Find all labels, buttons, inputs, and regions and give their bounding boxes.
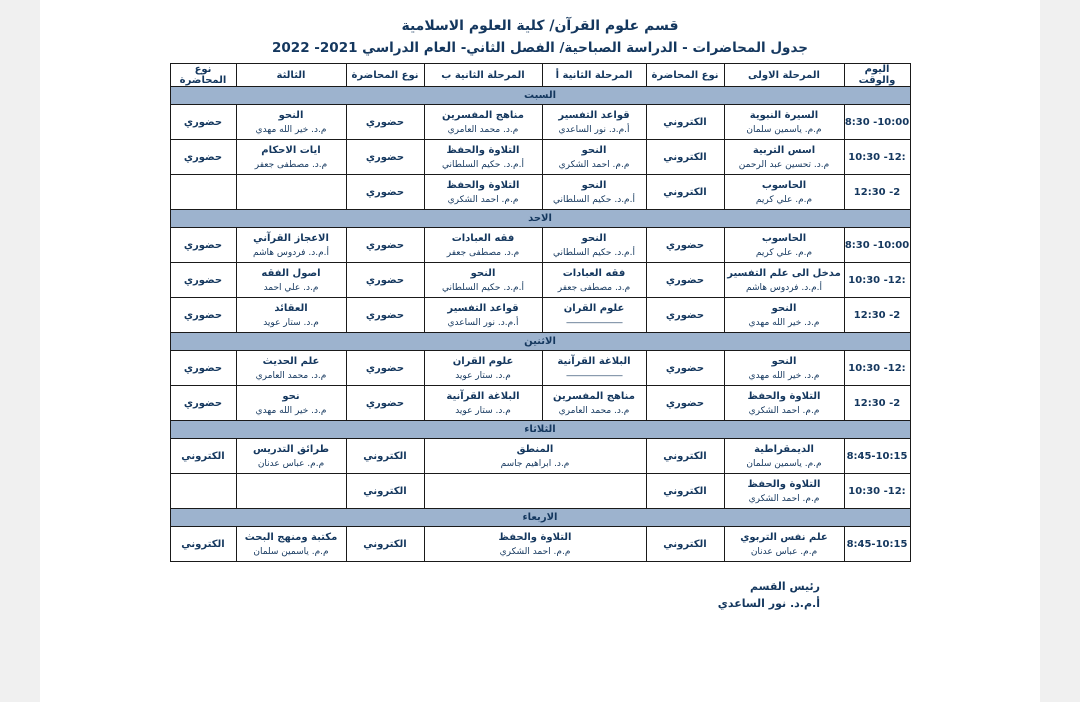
course-title: مدخل الى علم التفسير <box>727 267 841 279</box>
course-cell <box>424 351 542 386</box>
course-cell <box>724 439 844 474</box>
course-cell <box>542 386 646 421</box>
course-title: الحاسوب <box>761 179 807 191</box>
lecturer-name: م.م. احمد الشكري <box>748 405 820 416</box>
lecturer-name: أ.م.د. حكيم السلطاني <box>552 247 635 258</box>
course-title: النحو <box>581 179 607 191</box>
day-name: الاثنين <box>170 333 910 351</box>
lecturer-name: م.د. تحسين عبد الرحمن <box>738 159 830 170</box>
lecturer-name: م.د. مصطفى جعفر <box>446 247 520 258</box>
time-slot: 8:30 -10:00 <box>844 105 910 140</box>
department-title: قسم علوم القرآن/ كلية العلوم الاسلامية <box>401 18 679 34</box>
lecture-type: الكتروني <box>646 175 724 210</box>
course-cell <box>424 439 646 474</box>
lecture-type: الكتروني <box>646 105 724 140</box>
course-cell <box>424 386 542 421</box>
lecture-type <box>170 175 236 210</box>
lecture-type: حضوري <box>346 298 424 333</box>
empty-cell <box>424 474 646 509</box>
course-title: قواعد التفسير <box>447 302 519 314</box>
col-stage2b: المرحلة الثانية ب <box>424 64 542 87</box>
lecture-type: حضوري <box>346 228 424 263</box>
course-title: النحو <box>581 144 607 156</box>
lecturer-name: م.م. عباس عدنان <box>750 546 818 557</box>
lecture-type: الكتروني <box>646 527 724 562</box>
lecture-type: حضوري <box>346 140 424 175</box>
lecturer-name: م.د. مصطفى جعفر <box>254 159 328 170</box>
col-stage1: المرحلة الاولى <box>724 64 844 87</box>
course-title: اصول الفقه <box>261 267 321 279</box>
schedule-table <box>170 63 911 562</box>
course-title: ايات الاحكام <box>261 144 321 156</box>
course-title: التلاوة والحفظ <box>498 531 572 543</box>
table-row <box>170 228 910 263</box>
course-cell <box>236 351 346 386</box>
course-title: النحو <box>581 232 607 244</box>
course-cell <box>236 140 346 175</box>
col-type2: نوع المحاضرة <box>346 64 424 87</box>
course-title: الاعجاز القرآني <box>253 232 329 244</box>
day-name: السبت <box>170 87 910 105</box>
lecturer-name: م.د. ستار عويد <box>455 370 511 381</box>
course-title: التلاوة والحفظ <box>446 179 520 191</box>
course-cell <box>236 527 346 562</box>
course-title: فقه العبادات <box>451 232 515 244</box>
lecturer-name: م.د. خير الله مهدي <box>255 124 327 135</box>
lecturer-name: م.د. محمد العامري <box>558 405 630 416</box>
lecture-type: حضوري <box>646 386 724 421</box>
day-header <box>170 421 910 439</box>
course-cell <box>724 298 844 333</box>
lecturer-name: م.د. محمد العامري <box>255 370 327 381</box>
lecture-type <box>170 474 236 509</box>
course-title: قواعد التفسير <box>558 109 630 121</box>
day-header <box>170 87 910 105</box>
course-title: الديمقراطية <box>754 443 814 455</box>
course-cell <box>424 175 542 210</box>
lecture-type: حضوري <box>346 175 424 210</box>
course-title: البلاغة القرآنية <box>557 355 631 367</box>
course-cell <box>542 140 646 175</box>
lecturer-name: ——————— <box>566 317 622 328</box>
col-type3: نوع المحاضرة <box>170 64 236 87</box>
lecture-type: الكتروني <box>646 439 724 474</box>
course-cell <box>724 527 844 562</box>
lecturer-name: م.د. خير الله مهدي <box>748 370 820 381</box>
course-cell <box>542 228 646 263</box>
lecturer-name: م.د. محمد العامري <box>447 124 519 135</box>
course-title: علوم القران <box>452 355 514 367</box>
lecturer-name: م.م. ياسمين سلمان <box>746 458 822 469</box>
course-title: علم نفس التربوي <box>740 531 828 543</box>
day-name: الثلاثاء <box>170 421 910 439</box>
lecturer-name: م.د. ابراهيم جاسم <box>500 458 570 469</box>
signature-name: أ.م.د. نور الساعدي <box>717 597 820 610</box>
course-cell <box>724 175 844 210</box>
lecture-type: الكتروني <box>346 527 424 562</box>
lecture-type: حضوري <box>170 228 236 263</box>
lecturer-name: م.م. احمد الشكري <box>558 159 630 170</box>
table-row <box>170 439 910 474</box>
course-title: التلاوة والحفظ <box>446 144 520 156</box>
lecture-type: حضوري <box>170 263 236 298</box>
course-cell <box>236 105 346 140</box>
table-row <box>170 351 910 386</box>
course-cell <box>424 527 646 562</box>
table-row <box>170 527 910 562</box>
course-title: مناهج المفسرين <box>553 390 635 402</box>
time-slot: 12:30 -2 <box>844 175 910 210</box>
course-title: اسس التربية <box>752 144 816 156</box>
course-cell <box>236 228 346 263</box>
course-cell <box>724 351 844 386</box>
lecture-type: حضوري <box>170 386 236 421</box>
day-name: الاربعاء <box>170 509 910 527</box>
signature-title: رئيس القسم <box>750 580 820 593</box>
lecturer-name: أ.م.د. نور الساعدي <box>558 124 630 135</box>
lecture-type: حضوري <box>170 298 236 333</box>
table-row <box>170 298 910 333</box>
course-title: النحو <box>470 267 496 279</box>
course-title: نحو <box>282 390 300 402</box>
lecturer-name: م.د. خير الله مهدي <box>255 405 327 416</box>
course-cell <box>724 263 844 298</box>
lecturer-name: م.م. علي كريم <box>755 247 813 258</box>
signature-block <box>40 578 1040 612</box>
lecturer-name: أ.م.د. حكيم السلطاني <box>552 194 635 205</box>
lecturer-name: م.م. عباس عدنان <box>257 458 325 469</box>
lecture-type: حضوري <box>646 228 724 263</box>
course-title: العقائد <box>274 302 308 314</box>
col-day-time: اليوم والوقت <box>844 64 910 87</box>
document-header <box>40 0 1040 56</box>
table-row <box>170 140 910 175</box>
lecture-type: الكتروني <box>646 140 724 175</box>
time-slot: 10:30 -12: <box>844 351 910 386</box>
lecture-type: حضوري <box>170 140 236 175</box>
lecture-type: الكتروني <box>346 439 424 474</box>
course-cell <box>724 228 844 263</box>
day-name: الاحد <box>170 210 910 228</box>
course-title: مناهج المفسرين <box>442 109 524 121</box>
lecture-type: حضوري <box>646 351 724 386</box>
day-header <box>170 333 910 351</box>
lecturer-name: م.د. ستار عويد <box>263 317 319 328</box>
course-cell <box>542 105 646 140</box>
lecture-type: حضوري <box>170 351 236 386</box>
course-title: فقه العبادات <box>562 267 626 279</box>
lecturer-name: أ.م.د. فردوس هاشم <box>252 247 329 258</box>
table-row <box>170 386 910 421</box>
course-title: التلاوة والحفظ <box>747 478 821 490</box>
lecturer-name: م.د. ستار عويد <box>455 405 511 416</box>
col-type1: نوع المحاضرة <box>646 64 724 87</box>
table-body <box>170 87 910 562</box>
lecture-type: حضوري <box>346 386 424 421</box>
course-title: علم الحديث <box>262 355 320 367</box>
table-row <box>170 263 910 298</box>
lecture-type: حضوري <box>170 105 236 140</box>
course-title: السيرة النبوية <box>749 109 819 121</box>
course-title: البلاغة القرآنية <box>446 390 520 402</box>
course-title: النحو <box>771 355 797 367</box>
course-cell <box>724 386 844 421</box>
empty-cell <box>236 474 346 509</box>
course-title: الحاسوب <box>761 232 807 244</box>
course-cell <box>724 105 844 140</box>
schedule-table-wrapper <box>40 63 1040 562</box>
lecture-type: الكتروني <box>346 474 424 509</box>
course-cell <box>236 298 346 333</box>
course-title: المنطق <box>516 443 554 455</box>
day-header <box>170 509 910 527</box>
time-slot: 12:30 -2 <box>844 298 910 333</box>
lecture-type: حضوري <box>346 351 424 386</box>
course-cell <box>424 263 542 298</box>
lecture-type: حضوري <box>346 105 424 140</box>
lecture-type: حضوري <box>646 263 724 298</box>
course-title: علوم القران <box>563 302 625 314</box>
course-cell <box>236 386 346 421</box>
lecture-type: الكتروني <box>646 474 724 509</box>
lecturer-name: أ.م.د. حكيم السلطاني <box>441 282 524 293</box>
course-title: مكتبة ومنهج البحث <box>244 531 338 543</box>
table-row <box>170 175 910 210</box>
course-cell <box>424 105 542 140</box>
course-title: طرائق التدريس <box>252 443 329 455</box>
table-header-row <box>170 64 910 87</box>
time-slot: 10:30 -12: <box>844 140 910 175</box>
lecturer-name: أ.م.د. حكيم السلطاني <box>441 159 524 170</box>
lecture-type: حضوري <box>346 263 424 298</box>
course-cell <box>424 298 542 333</box>
time-slot: 8:45-10:15 <box>844 439 910 474</box>
table-row <box>170 474 910 509</box>
lecturer-name: م.د. علي احمد <box>263 282 319 293</box>
table-row <box>170 105 910 140</box>
course-cell <box>542 175 646 210</box>
course-title: التلاوة والحفظ <box>747 390 821 402</box>
document-page <box>40 0 1040 702</box>
time-slot: 12:30 -2 <box>844 386 910 421</box>
course-cell <box>424 140 542 175</box>
lecturer-name: أ.م.د. نور الساعدي <box>447 317 519 328</box>
lecturer-name: م.م. ياسمين سلمان <box>746 124 822 135</box>
lecturer-name: م.م. علي كريم <box>755 194 813 205</box>
course-cell <box>236 263 346 298</box>
lecturer-name: أ.م.د. فردوس هاشم <box>745 282 822 293</box>
course-cell <box>724 474 844 509</box>
course-cell <box>542 351 646 386</box>
course-cell <box>236 439 346 474</box>
lecture-type: الكتروني <box>170 439 236 474</box>
col-stage3: الثالثة <box>236 64 346 87</box>
course-cell <box>724 140 844 175</box>
time-slot: 8:45-10:15 <box>844 527 910 562</box>
lecturer-name: م.م. ياسمين سلمان <box>253 546 329 557</box>
lecture-type: الكتروني <box>170 527 236 562</box>
course-title: النحو <box>771 302 797 314</box>
col-stage2a: المرحلة الثانية أ <box>542 64 646 87</box>
schedule-subtitle: جدول المحاضرات - الدراسة الصباحية/ الفصل الثاني- العام الدراسي 2021- 2022 <box>272 40 808 56</box>
lecture-type: حضوري <box>646 298 724 333</box>
lecturer-name: م.م. احمد الشكري <box>748 493 820 504</box>
lecturer-name: م.م. احمد الشكري <box>499 546 571 557</box>
time-slot: 10:30 -12: <box>844 474 910 509</box>
course-cell <box>424 228 542 263</box>
lecturer-name: ——————— <box>566 370 622 381</box>
lecturer-name: م.م. احمد الشكري <box>447 194 519 205</box>
time-slot: 8:30 -10:00 <box>844 228 910 263</box>
empty-cell <box>236 175 346 210</box>
course-cell <box>542 263 646 298</box>
day-header <box>170 210 910 228</box>
lecturer-name: م.د. خير الله مهدي <box>748 317 820 328</box>
lecturer-name: م.د. مصطفى جعفر <box>557 282 631 293</box>
time-slot: 10:30 -12: <box>844 263 910 298</box>
course-cell <box>542 298 646 333</box>
course-title: النحو <box>278 109 304 121</box>
